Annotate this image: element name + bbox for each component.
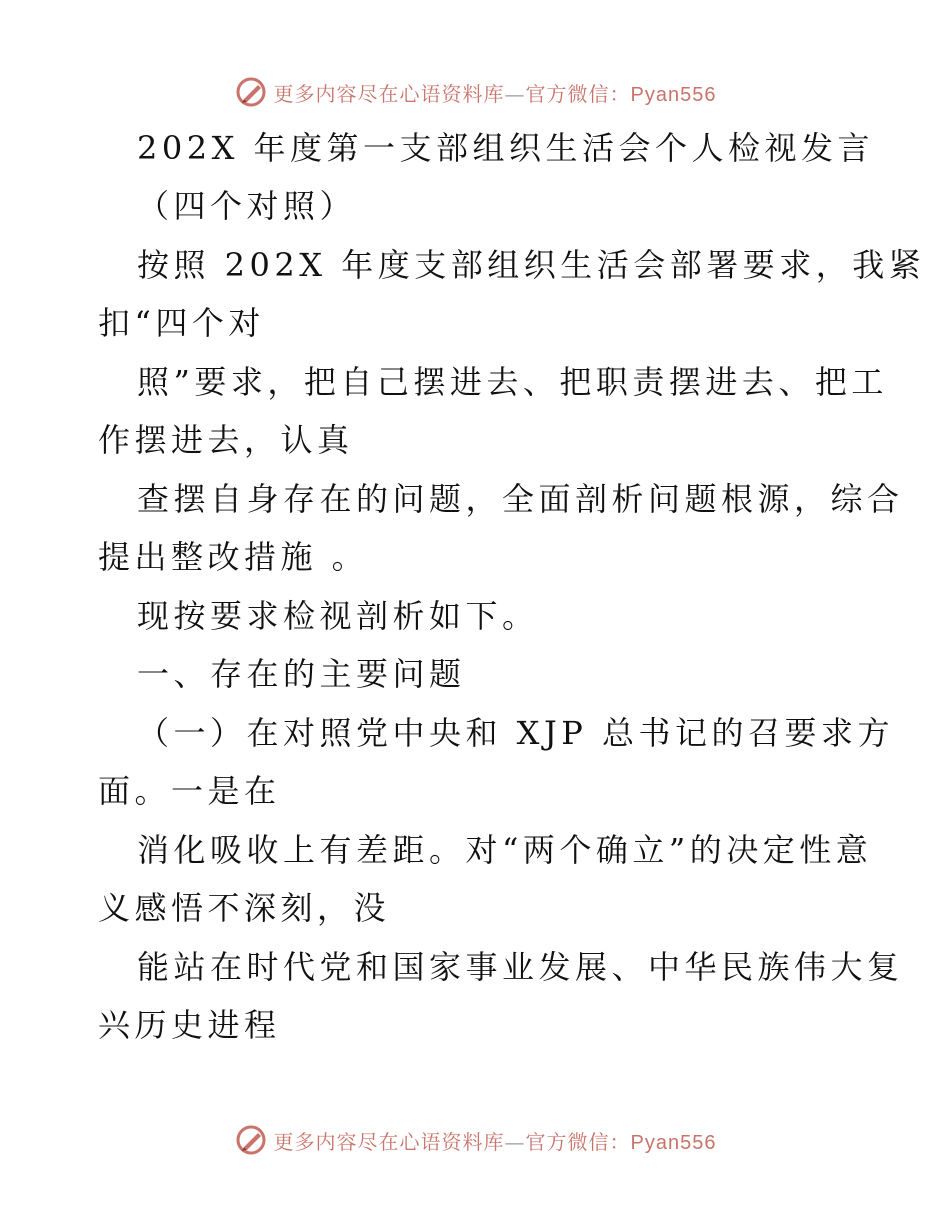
paragraph-line: 作摆进去，认真 [98, 421, 354, 459]
watermark-text: 更多内容尽在心语资料库—官方微信：Pyan556 [273, 81, 717, 106]
paragraph-line: 义感悟不深刻，没 [98, 889, 391, 927]
paragraph-line: 查摆自身存在的问题，全面剖析问题根源，综合 [137, 480, 904, 518]
paragraph-line: 按照 202X 年度支部组织生活会部署要求，我紧 [137, 246, 926, 284]
paragraph-line: （一）在对照党中央和 XJP 总书记的召要求方 [137, 714, 894, 752]
document-title: 202X 年度第一支部组织生活会个人检视发言 [137, 129, 875, 167]
paragraph-line: 扣“四个对 [98, 304, 265, 342]
pen-seal-icon [234, 1123, 268, 1157]
section-heading: 一、存在的主要问题 [137, 655, 466, 693]
paragraph-line: 消化吸收上有差距。对“两个确立”的决定性意 [137, 831, 873, 869]
paragraph-line: 照”要求，把自己摆进去、把职责摆进去、把工 [137, 363, 888, 401]
footer-watermark [0, 1120, 950, 1160]
paragraph-line: 能站在时代党和国家事业发展、中华民族伟大复 [137, 948, 904, 986]
paragraph-line: 提出整改措施 。 [98, 538, 369, 576]
paragraph-line: 现按要求检视剖析如下。 [137, 597, 539, 635]
document-subtitle: （四个对照） [137, 187, 357, 225]
paragraph-line: 面。一是在 [98, 772, 281, 810]
paragraph-line: 兴历史进程 [98, 1006, 281, 1044]
watermark-text: 更多内容尽在心语资料库—官方微信：Pyan556 [273, 1129, 717, 1154]
